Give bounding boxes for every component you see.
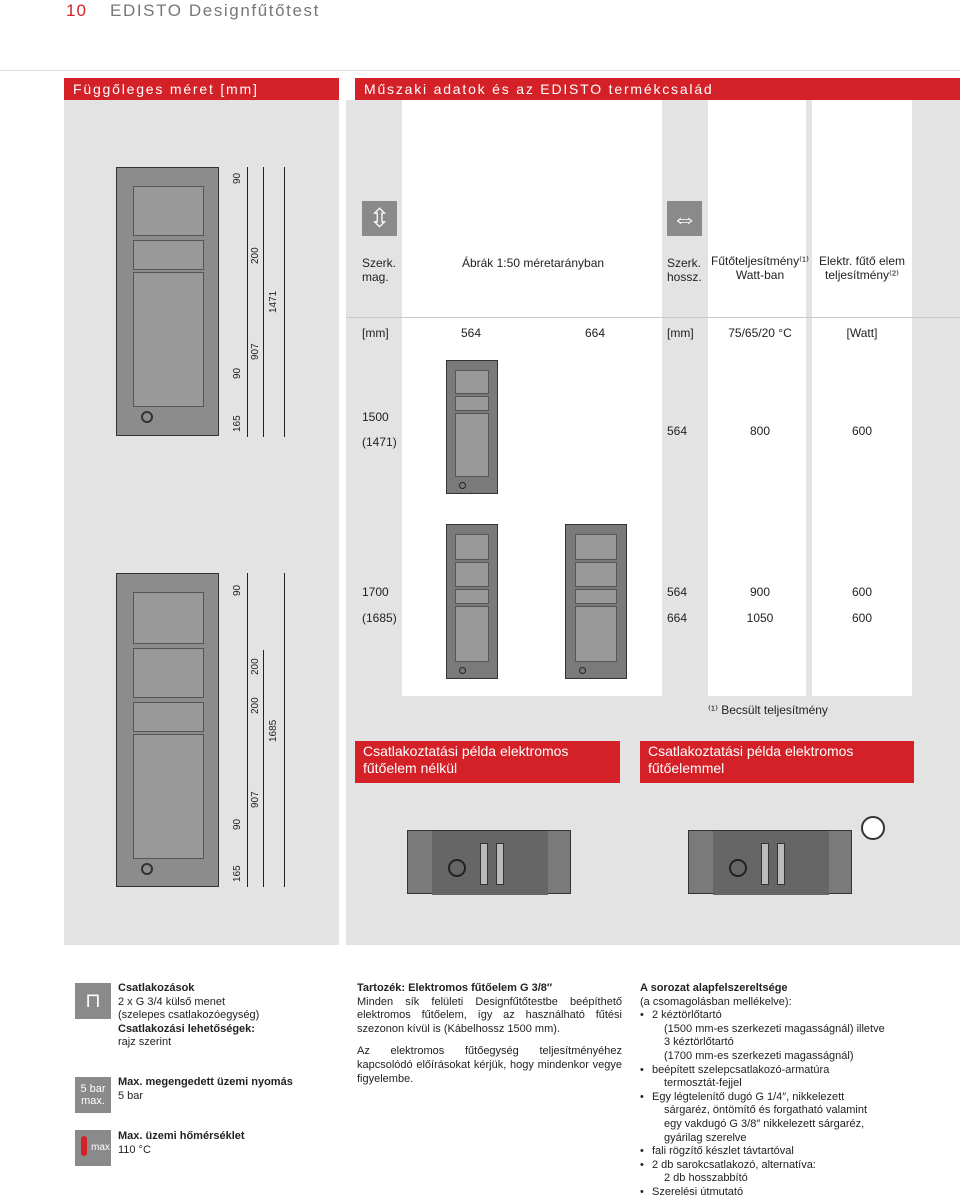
pressure-block	[118, 1076, 338, 1103]
dim-line	[263, 167, 264, 437]
page-title: EDISTO Designfűtőtest	[110, 1, 320, 20]
temp-icon-text: max.	[91, 1142, 113, 1153]
footnote: ⁽¹⁾ Becsült teljesítmény	[708, 703, 828, 717]
row1-electric: 600	[851, 424, 873, 438]
row3-power: 1050	[746, 611, 774, 625]
radiator-564-1500-drawing	[446, 360, 498, 494]
col-height-label: Szerk. mag.	[362, 256, 397, 284]
dim-label: 200	[250, 658, 261, 675]
unit-length: [mm]	[667, 326, 694, 340]
temp-title: Max. üzemi hőmérséklet	[118, 1130, 245, 1142]
series-item-cont: sárgaréz, öntömítő és forgatható valamint	[664, 1104, 867, 1117]
series-item-cont: 2 db hosszabbító	[664, 1172, 748, 1185]
connections-title: Csatlakozások	[118, 982, 195, 994]
options-value: rajz szerint	[118, 1036, 172, 1049]
col-electric-header	[812, 254, 912, 282]
series-list	[640, 1009, 910, 1199]
unit-power: 75/65/20 °C	[728, 326, 792, 340]
valve-icon	[141, 863, 153, 875]
row2-length: 564	[667, 585, 688, 599]
thermometer-icon	[81, 1136, 87, 1156]
series-item: • fali rögzítő készlet távtartóval	[652, 1145, 910, 1159]
col-electric-line2: teljesítmény⁽²⁾	[825, 268, 899, 282]
pipe-connection-icon: ⊓	[75, 983, 111, 1019]
series-item-cont: 3 kéztörlőtartó	[664, 1036, 734, 1049]
unit-664: 664	[584, 326, 606, 340]
series-item-cont: gyárilag szerelve	[664, 1131, 747, 1144]
pressure-value: 5 bar	[118, 1089, 144, 1102]
row1-power: 800	[749, 424, 771, 438]
series-item: • Egy légtelenítő dugó G 1/4″, nikkelezett	[652, 1091, 910, 1105]
series-block	[640, 982, 910, 1200]
temperature-block	[118, 1130, 338, 1157]
col-electric-line1: Elektr. fűtő elem	[818, 254, 906, 268]
row2-power: 900	[749, 585, 771, 599]
series-item: • 2 kéztörlőtartó	[652, 1009, 910, 1023]
radiator-664-1700-drawing	[565, 524, 627, 679]
accessory-p1: Minden sík felületi Designfűtőtestbe beépíthető elektromos fűtőelem, így az használható fűtési szezonon kívül is (Kábelhossz 1500 mm).	[357, 995, 622, 1035]
example-left-title: Csatlakoztatási példa elektromos fűtőelem nélkül	[355, 741, 620, 783]
options-title: Csatlakozási lehetőségek:	[118, 1022, 255, 1035]
accessory-block	[357, 982, 622, 1086]
connections-2: (szelepes csatlakozóegység)	[118, 1009, 260, 1022]
dim-label: 90	[232, 818, 243, 830]
row-divider	[346, 317, 960, 318]
row1-length: 564	[667, 424, 688, 438]
radiator-1700-drawing	[116, 573, 219, 887]
dim-line	[247, 167, 248, 437]
dim-label: 1685	[268, 719, 279, 742]
col-height-header	[362, 256, 402, 284]
dim-line	[263, 650, 264, 887]
unit-height: [mm]	[362, 326, 389, 340]
accessory-p2: Az elektromos fűtőegység teljesítményéhez kapcsolódó előírásokat kérjük, hogy mindenkor vegye figyelembe.	[357, 1045, 622, 1085]
connection-example-left	[407, 830, 571, 894]
series-item: • beépített szelepcsatlakozó-armatúra	[652, 1064, 910, 1078]
dim-label: 1471	[268, 290, 279, 313]
header-divider	[0, 70, 960, 71]
dim-label: 165	[232, 415, 243, 432]
col-power-header	[708, 254, 812, 282]
row1-height-sub: (1471)	[362, 435, 397, 449]
connections-1: 2 x G 3/4 külső menet	[118, 995, 225, 1008]
series-item-cont: termosztát-fejjel	[664, 1077, 742, 1090]
pressure-icon	[75, 1077, 111, 1113]
row2-height-sub: (1685)	[362, 611, 397, 625]
series-item: • 2 db sarokcsatlakozó, alternatíva:	[652, 1159, 910, 1173]
dim-line	[284, 573, 285, 887]
pressure-title: Max. megengedett üzemi nyomás	[118, 1076, 293, 1088]
series-item-cont: (1500 mm-es szerkezeti magasságnál) illetve	[664, 1022, 885, 1035]
page-header	[0, 0, 960, 22]
radiator-564-1700-drawing	[446, 524, 498, 679]
row2-height: 1700	[362, 585, 389, 599]
row1-height: 1500	[362, 410, 389, 424]
series-title: A sorozat alapfelszereltsége	[640, 982, 788, 994]
power-socket-icon	[861, 816, 885, 840]
left-section-title: Függőleges méret [mm]	[64, 78, 339, 100]
col-power-line1: Fűtőteljesítmény⁽¹⁾	[711, 254, 809, 268]
dim-line	[247, 573, 248, 887]
radiator-1500-drawing	[116, 167, 219, 436]
pressure-icon-text1: 5 bar	[80, 1083, 106, 1095]
col-length-header: Szerk. hossz.	[667, 256, 702, 284]
series-sub: (a csomagolásban mellékelve):	[640, 995, 792, 1008]
row3-length: 664	[667, 611, 688, 625]
valve-icon	[729, 859, 747, 877]
page-number: 10	[66, 1, 87, 20]
horizontal-arrows-icon: ⇔	[667, 201, 702, 236]
row3-electric: 600	[851, 611, 873, 625]
dim-label: 165	[232, 865, 243, 882]
series-item-cont: egy vakdugó G 3/8″ nikkelezett sárgaréz,	[664, 1117, 865, 1130]
accessory-title: Tartozék: Elektromos fűtőelem G 3/8″	[357, 982, 553, 994]
row2-electric: 600	[851, 585, 873, 599]
vertical-arrows-icon: ⇳	[362, 201, 397, 236]
valve-icon	[141, 411, 153, 423]
valve-icon	[448, 859, 466, 877]
col-drawings-header: Ábrák 1:50 méretarányban	[461, 256, 605, 270]
dim-label: 200	[250, 697, 261, 714]
dim-label: 200	[250, 247, 261, 264]
example-right-title: Csatlakoztatási példa elektromos fűtőelemmel	[640, 741, 914, 783]
unit-564: 564	[460, 326, 482, 340]
unit-electric: [Watt]	[846, 326, 878, 340]
dim-label: 907	[250, 791, 261, 808]
electric-column	[812, 100, 912, 696]
series-item-cont: (1700 mm-es szerkezeti magasságnál)	[664, 1049, 854, 1062]
col-power-line2: Watt-ban	[735, 268, 785, 282]
series-item: • Szerelési útmutató	[652, 1186, 910, 1200]
temp-value: 110 °C	[118, 1143, 151, 1156]
right-section-title: Műszaki adatok és az EDISTO termékcsalád	[355, 78, 960, 100]
dim-label: 90	[232, 172, 243, 184]
temperature-icon	[75, 1130, 111, 1166]
dim-label: 90	[232, 584, 243, 596]
dim-line	[284, 167, 285, 437]
pressure-icon-text2: max.	[81, 1095, 105, 1107]
dim-label: 90	[232, 367, 243, 379]
power-column	[708, 100, 806, 696]
dim-label: 907	[250, 343, 261, 360]
connection-example-right	[688, 830, 852, 894]
connections-block	[118, 982, 338, 1050]
